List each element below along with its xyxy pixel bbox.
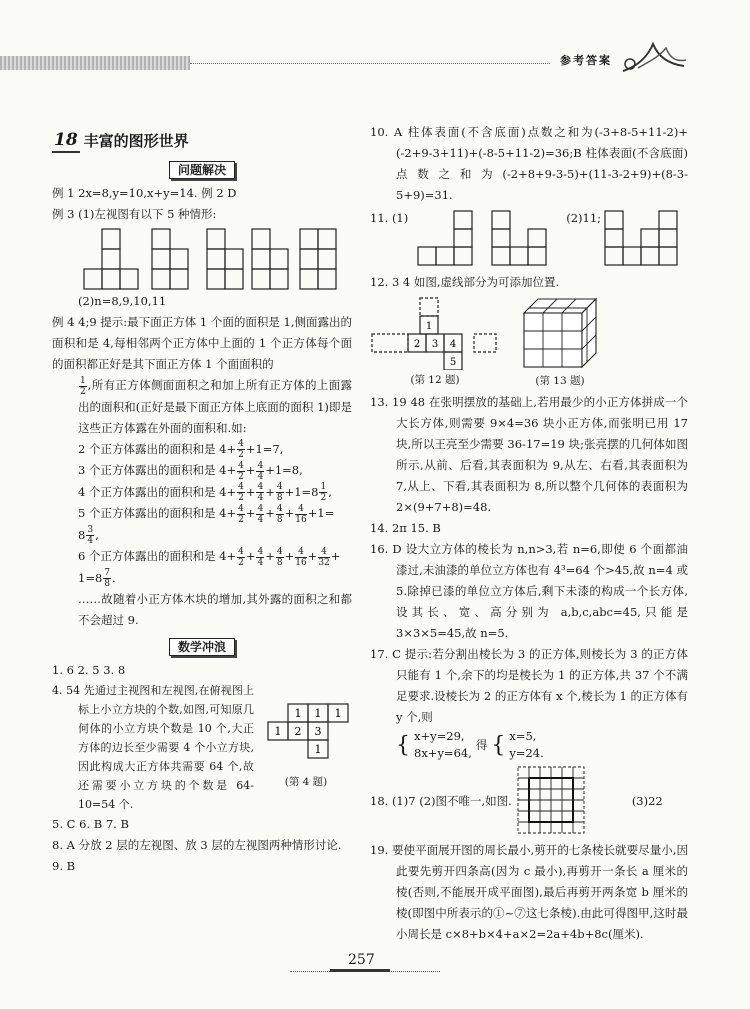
answer-11-figure-2 — [601, 209, 681, 271]
answer-9: 9. B — [52, 859, 76, 873]
answer-17: 17. C 提示:若分割出棱长为 3 的正方体,则棱长为 3 的正方体只能有 1 个,余下的均是棱长为 1 的正方体,共 37 个不满足要求.设棱长为 2 的正方体有 x 个,棱长为 1 的正方体有 y 个,则 — [370, 647, 688, 724]
fraction: $\frac{1}{2}$ — [80, 375, 86, 397]
example-3: 例 3 (1)左视图有以下 5 种情形: — [52, 207, 217, 221]
figure-12-caption: (第 12 题) — [410, 374, 460, 386]
answers-5-7: 5. C 6. B 7. B — [52, 817, 129, 831]
answer-16: 16. D 设大立方体的棱长为 n,n>3,若 n=6,即使 6 个面都油漆过,未油漆的单位立方体也有 4³=64 个>45,故 n=4 或 5.除掉已漆的单位立方体后,剩下未漆的构成一个长方体,设其长、宽、高分别为 a,b,c,abc=45,只能是 3×3×5=45,故 n=5. — [370, 542, 688, 640]
header-rule — [190, 63, 550, 64]
answer-17-system: { x+y=29, 8x+y=64, 得 { x=5, y=24. — [396, 729, 544, 760]
answer-12: 12. 3 4 如图,虚线部分为可添加位置. — [370, 275, 560, 289]
net-label: 3 — [431, 339, 439, 350]
answer-4-block — [52, 681, 352, 814]
answer-18-part3: (3)22 — [631, 793, 663, 808]
answer-11-figures — [408, 209, 558, 271]
figure-4-caption: (第 4 题) — [284, 776, 328, 788]
figure-13 — [518, 295, 602, 392]
line-5-cubes: 5 个正方体露出的面积和是 4+ $\frac{4}{2}$ + $\frac{4}{4}$ + $\frac{4}{8}$ + $\frac{4}{16}$ +1= — [78, 503, 335, 525]
net-label: 2 — [413, 339, 421, 350]
answer-11-part1: 11. (1) — [370, 211, 409, 225]
line-3-cubes: 3 个正方体露出的面积和是 4+ $\frac{4}{2}$ + $\frac{4}{4}$ +1=8, — [78, 460, 303, 482]
example-4-cont: $\frac{1}{2}$ ,所有正方体侧面面积之和加上所有正方体的上面露出的面积和(正好是最下面正方体上底面的面积 1)即是这些正方体露在外面的面积和.如: — [78, 375, 352, 435]
answers-14-15: 14. 2π 15. B — [370, 521, 441, 535]
line-4-cubes: 4 个正方体露出的面积和是 4+ $\frac{4}{2}$ + $\frac{4}{4}$ + $\frac{4}{8}$ +1=8 $\frac{1}{2}$ , — [78, 482, 332, 503]
figures-12-13 — [370, 295, 688, 392]
left-column — [52, 128, 352, 877]
section-number: 18 — [52, 130, 80, 153]
example-1: 例 1 2x=8,y=10,x+y=14. 例 2 D — [52, 186, 237, 200]
grid4-cell: 1 — [334, 707, 342, 720]
line-6-cubes-cont: 1=8 $\frac{7}{8}$ . — [78, 568, 116, 589]
page-number: 257 — [348, 952, 375, 968]
figure-4 — [260, 702, 352, 793]
grid4-cell: 3 — [314, 725, 322, 738]
banner-wave: 数学冲浪 — [52, 637, 352, 658]
answer-11-part2: (2)11; — [566, 211, 602, 225]
line-2-cubes: 2 个正方体露出的面积和是 4+ $\frac{4}{2}$ +1=7, — [78, 439, 284, 460]
get-label: 得 — [475, 737, 488, 752]
figure-13-caption: (第 13 题) — [535, 375, 585, 387]
equation: 8x+y=64, — [414, 746, 472, 760]
grid4-cell: 1 — [274, 725, 282, 738]
answers-1-3: 1. 6 2. 5 3. 8 — [52, 663, 126, 677]
footer-bar — [330, 969, 390, 972]
grid4-cell: 2 — [294, 725, 302, 738]
line-6-cubes: 6 个正方体露出的面积和是 4+ $\frac{4}{2}$ + $\frac{4}{4}$ + $\frac{4}{8}$ + $\frac{4}{16}$ + $\frac{4}{32}$ + — [78, 546, 341, 568]
header-band — [0, 56, 190, 70]
net-label: 5 — [449, 357, 457, 368]
equation: x=5, — [509, 729, 537, 743]
grid4-cell: 1 — [314, 743, 322, 756]
answer-4: 4. 54 先通过主视图和左视图,在俯视图上标上小立方块的个数,如图,可知原几何体的小立方块个数是 10 个,大正方体的边长至少需要 4 个小立方块,因此构成大正方体共需要 64 个,故还需要小立方块的个数是 64-10=54 个. — [52, 684, 254, 811]
example-4: 例 4 4;9 提示:最下面正方体 1 个面的面积是 1,侧面露出的面积和是 4,每相邻两个正方体中上面的 1 个正方体每个面的面积都正好是其下面正方体 1 个面面积的 — [52, 315, 352, 371]
figure-12 — [370, 296, 500, 391]
answer-11-block — [370, 208, 688, 272]
net-label: 4 — [449, 339, 457, 350]
equation: y=24. — [509, 746, 544, 760]
answer-18-grid — [512, 763, 592, 839]
equation: x+y=29, — [414, 729, 465, 743]
answer-18-part1: 18. (1)7 (2)图不唯一,如图. — [370, 793, 512, 808]
right-column — [370, 122, 688, 945]
net-figure — [370, 296, 500, 370]
banner-problem: 问题解决 — [52, 160, 352, 181]
net-label: 1 — [425, 321, 433, 332]
grid4-cell: 1 — [294, 707, 302, 720]
grid4-cell: 1 — [314, 707, 322, 720]
line-5-cubes-cont: 8 $\frac{3}{4}$ , — [78, 525, 99, 546]
answer-8: 8. A 分放 2 层的左视图、放 3 层的左视图两种情形讨论. — [52, 838, 342, 852]
left-view-figures — [52, 225, 352, 291]
answer-10: 10. A 柱体表面(不含底面)点数之和为(-3+8-5+11-2)+(-2+9-3+11)+(-8-5+11-2)=36;B 柱体表面(不含底面)点数之和为(-2+8+9-3-5)+(11-3-2+9)+(8-3-5+9)=31. — [370, 125, 688, 202]
swirl-ornament-icon — [618, 36, 688, 76]
header-label: 参考答案 — [560, 54, 612, 67]
cube-stack-figure — [518, 295, 602, 371]
answer-18-block — [370, 762, 688, 840]
conclusion: ……故随着小正方体木块的增加,其外露的面积之和都不会超过 9. — [78, 592, 352, 627]
answer-13: 13. 19 48 在张明摆放的基础上,若用最少的小正方体拼成一个大长方体,则需要 9×4=36 块小正方体,而张明已用 17 块,所以王亮至少需要 36-17=19 块;张亮摆的几何体如图所示,从前、后看,其表面积为 9,从左、右看,其表面积为 7,从上、下看,其表面积为 8,所以整个几何体的表面积为 2×(9+7+8)=48. — [370, 395, 688, 514]
answer-19: 19. 要使平面展开图的周长最小,剪开的七条棱长就要尽量小,因此要先剪开四条高(因为 c 最小),再剪开一条长 a 厘米的棱(否则,不能展开成平面图),最后再剪开两条宽 b 厘米的棱(即图中所表示的①~⑦这七条棱).由此可得图甲,这时最小周长是 c×8+b×4+a×2=2a+4b+8c(厘米). — [370, 843, 688, 941]
section-title — [52, 128, 352, 154]
section-heading: 丰富的图形世界 — [83, 131, 189, 150]
top-view-grid — [260, 702, 352, 772]
example-3-part2: (2)n=8,9,10,11 — [78, 294, 167, 308]
